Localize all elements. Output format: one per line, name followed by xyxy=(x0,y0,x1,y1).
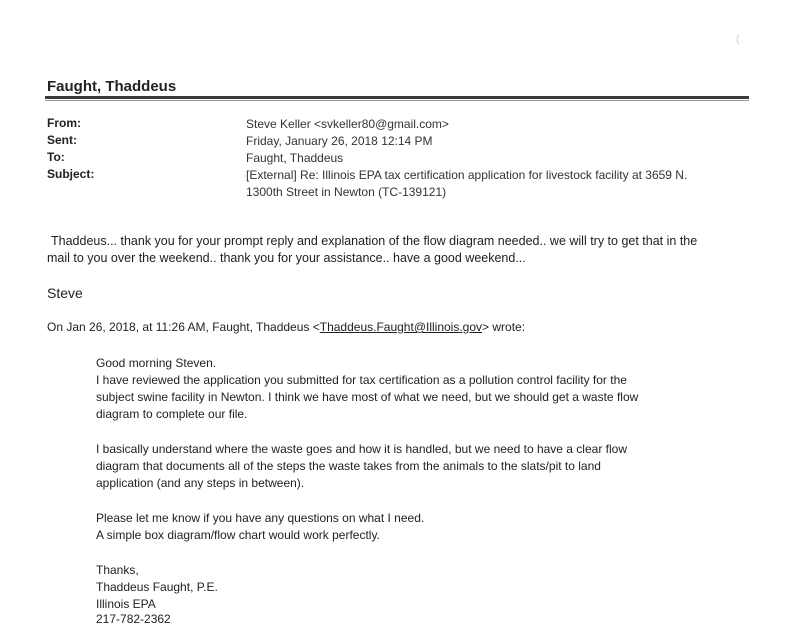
quoted-greeting: Good morning Steven. xyxy=(96,356,217,370)
to-label: To: xyxy=(47,150,65,164)
quoted-paragraph-2-line-3: application (and any steps in between). xyxy=(96,476,305,490)
quoted-thanks: Thanks, xyxy=(96,563,139,577)
reply-signature: Steve xyxy=(47,285,83,301)
sent-value: Friday, January 26, 2018 12:14 PM xyxy=(246,134,433,148)
title-divider-thin xyxy=(45,100,749,101)
quoted-signature-phone: 217-782-2362 xyxy=(96,612,171,626)
quote-suffix: > wrote: xyxy=(482,320,526,334)
reply-line-1: Thaddeus... thank you for your prompt reply and explanation of the flow diagram needed.. we will try to get that in the xyxy=(51,234,698,248)
quoted-paragraph-1-line-3: diagram to complete our file. xyxy=(96,407,248,421)
quote-prefix: On Jan 26, 2018, at 11:26 AM, Faught, Thaddeus < xyxy=(47,320,320,334)
quoted-paragraph-1-line-1: I have reviewed the application you submitted for tax certification as a pollution control facility for the xyxy=(96,373,627,387)
subject-line-1: [External] Re: Illinois EPA tax certification application for livestock facility at 3659 N. xyxy=(246,168,688,182)
quoted-paragraph-3-line-1: Please let me know if you have any questions on what I need. xyxy=(96,511,425,525)
scan-mark: ( xyxy=(736,34,740,45)
quote-header xyxy=(47,320,525,334)
quoted-paragraph-2-line-2: diagram that documents all of the steps the waste takes from the animals to the slats/pit to land xyxy=(96,459,601,473)
quoted-paragraph-2-line-1: I basically understand where the waste goes and how it is handled, but we need to have a clear flow xyxy=(96,442,627,456)
subject-label: Subject: xyxy=(47,167,95,181)
reply-line-2: mail to you over the weekend.. thank you for your assistance.. have a good weekend... xyxy=(47,251,526,265)
sent-label: Sent: xyxy=(47,133,77,147)
quote-email-link[interactable]: Thaddeus.Faught@Illinois.gov xyxy=(319,320,483,334)
from-value: Steve Keller <svkeller80@gmail.com> xyxy=(246,117,449,131)
quoted-signature-org: Illinois EPA xyxy=(96,597,156,611)
page-title: Faught, Thaddeus xyxy=(47,78,177,95)
title-divider xyxy=(45,96,749,99)
from-label: From: xyxy=(47,116,81,130)
quoted-signature-name: Thaddeus Faught, P.E. xyxy=(96,580,218,594)
quoted-paragraph-1-line-2: subject swine facility in Newton. I think we have most of what we need, but we should get a waste flow xyxy=(96,390,639,404)
subject-line-2: 1300th Street in Newton (TC-139121) xyxy=(246,185,447,199)
quoted-paragraph-3-line-2: A simple box diagram/flow chart would work perfectly. xyxy=(96,528,380,542)
to-value: Faught, Thaddeus xyxy=(246,151,344,165)
